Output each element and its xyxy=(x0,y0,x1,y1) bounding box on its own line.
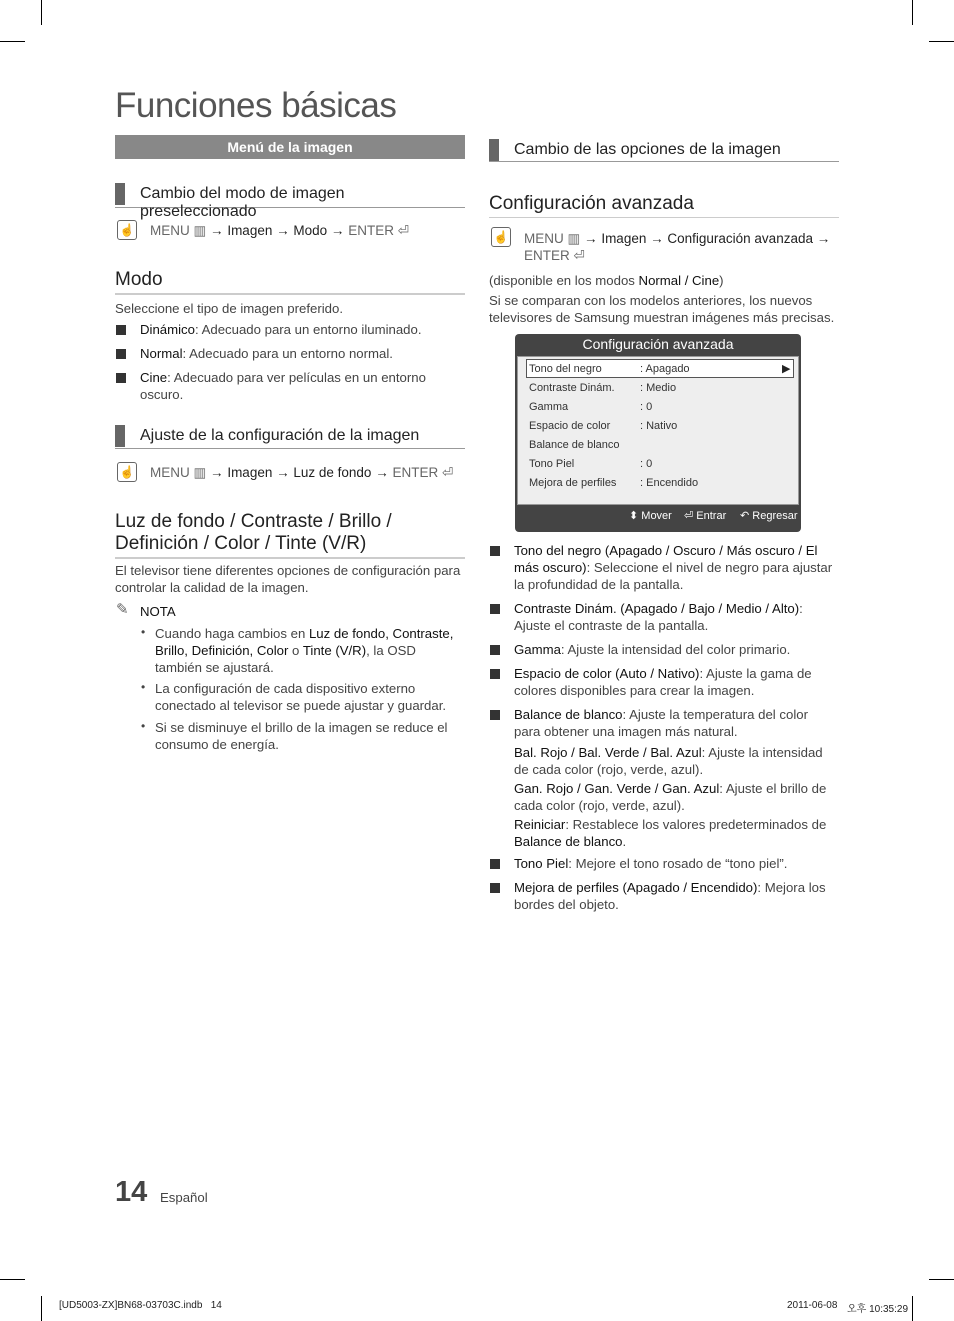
list-item: Balance de blanco: Ajuste la temperatura del color para obtener una imagen más natural. Bal. Rojo / Bal. Verde / Bal. Azul: Ajuste la intensidad de cada color (rojo, verde, azul). Gan. Rojo / Gan. Verde / Gan. Azul: Ajuste el brillo de cada color (rojo, verde, azul). Reiniciar: Restablece los valores predeterminados de Balance de blanco. xyxy=(514,707,827,849)
osd-list xyxy=(517,356,799,505)
list-item: Cine: Adecuado para ver películas en un entorno xyxy=(140,370,426,385)
paragraph: (disponible en los modos Normal / Cine) xyxy=(489,273,724,288)
page-number: 14 xyxy=(115,1176,148,1208)
osd-row-label: Contraste Dinám. xyxy=(529,382,615,394)
osd-row-label: Espacio de color xyxy=(529,420,611,432)
bullet-square xyxy=(490,710,500,720)
section-title: Modo xyxy=(115,269,465,295)
note-item: La configuración de cada dispositivo externo conectado al televisor se puede ajustar y guardar. xyxy=(155,681,447,713)
menu-icon: ▥ xyxy=(193,223,207,238)
hand-icon: ☝ xyxy=(117,220,137,240)
menu-path: MENU ▥ → Imagen → Configuración avanzada → ENTER ⏎ xyxy=(524,231,831,263)
page-language: Español xyxy=(160,1190,208,1205)
osd-row-value: : Medio xyxy=(640,382,677,394)
bullet-square xyxy=(116,373,126,383)
page-title: Funciones básicas xyxy=(115,86,397,125)
subsection-heading xyxy=(489,141,839,162)
list-item: Contraste Dinám. (Apagado / Bajo / Medio / Alto): Ajuste el contraste de la pantalla. xyxy=(514,601,803,633)
menu-icon: ▥ xyxy=(193,465,207,480)
crop-mark xyxy=(912,0,913,25)
osd-row-value: : Nativo xyxy=(640,420,678,432)
section-title: Configuración avanzada xyxy=(489,193,839,218)
bullet-square xyxy=(490,645,500,655)
enter-icon: ⏎ xyxy=(684,510,694,522)
hand-icon: ☝ xyxy=(491,227,511,247)
osd-row-label: Tono del negro xyxy=(529,363,602,375)
osd-row-value: : Encendido xyxy=(640,477,699,489)
bullet-dot: • xyxy=(141,680,146,694)
list-item: Espacio de color (Auto / Nativo): Ajuste la gama de colores disponibles para crear la imagen. xyxy=(514,666,812,698)
crop-mark xyxy=(0,1279,25,1280)
updown-icon: ⬍ xyxy=(629,510,639,522)
osd-row-label: Tono Piel xyxy=(529,458,575,470)
note-label: NOTA xyxy=(140,604,176,619)
list-item: Dinámico: Adecuado para un entorno iluminado. xyxy=(140,322,422,337)
list-item: Gamma: Ajuste la intensidad del color primario. xyxy=(514,642,791,657)
bullet-square xyxy=(116,325,126,335)
osd-move: ⬍ Mover xyxy=(629,510,672,522)
enter-icon: ⏎ xyxy=(397,223,410,238)
subsection-title: Ajuste de la configuración de la imagen xyxy=(140,427,420,444)
pencil-icon: ✎ xyxy=(116,601,129,618)
subsection-title: Cambio del modo de imagen preseleccionado xyxy=(140,185,345,220)
crop-mark xyxy=(929,41,954,42)
list-item: Normal: Adecuado para un entorno normal. xyxy=(140,346,393,361)
osd-row-value: : 0 xyxy=(640,458,653,470)
bullet-square xyxy=(490,883,500,893)
osd-back: ↶ Regresar xyxy=(740,510,798,522)
crop-mark xyxy=(929,1279,954,1280)
bullet-square xyxy=(490,669,500,679)
crop-mark xyxy=(41,1296,42,1321)
print-footer-file: [UD5003-ZX]BN68-03703C.indb 14 xyxy=(59,1300,222,1311)
list-item: Tono del negro (Apagado / Oscuro / Más oscuro / El más oscuro): Seleccione el nivel de negro para ajustar la profundidad de la pantalla. xyxy=(514,543,833,592)
print-footer-date: 2011-06-08 xyxy=(787,1300,838,1311)
osd-enter: ⏎ Entrar xyxy=(684,510,727,522)
osd-menu xyxy=(515,334,801,532)
subsection-heading xyxy=(115,185,465,220)
bullet-square xyxy=(116,349,126,359)
subsection-heading xyxy=(115,427,465,449)
bullet-square xyxy=(490,604,500,614)
bullet-dot: • xyxy=(141,625,146,639)
menu-icon: ▥ xyxy=(567,231,581,246)
bullet-dot: • xyxy=(141,719,146,733)
print-footer-time: 오후 10:35:29 xyxy=(847,1304,909,1315)
hand-icon: ☝ xyxy=(117,462,137,482)
osd-row-value: : 0 xyxy=(640,401,653,413)
osd-row-label: Gamma xyxy=(529,401,569,413)
crop-mark xyxy=(0,41,25,42)
paragraph: Seleccione el tipo de imagen preferido. xyxy=(115,301,343,316)
list-item: Mejora de perfiles (Apagado / Encendido): Mejora los bordes del objeto. xyxy=(514,880,826,912)
osd-row-label: Mejora de perfiles xyxy=(529,477,617,489)
note-item: Si se disminuye el brillo de la imagen se reduce el consumo de energía. xyxy=(155,720,448,752)
bullet-square xyxy=(490,546,500,556)
section-band: Menú de la imagen xyxy=(115,135,465,159)
crop-mark xyxy=(41,0,42,25)
return-icon: ↶ xyxy=(740,510,750,522)
menu-path: MENU ▥ → Imagen → Modo → ENTER ⏎ xyxy=(150,223,410,238)
section-title: Luz de fondo / Contraste / Brillo / Definición / Color / Tinte (V/R) xyxy=(115,511,465,559)
osd-row-label: Balance de blanco xyxy=(529,439,620,451)
enter-icon: ⏎ xyxy=(573,248,585,263)
note-item: Cuando haga cambios en Luz de fondo, Contraste, Brillo, Definición, Color o Tinte (V/R), la OSD también se ajustará. xyxy=(155,626,454,675)
enter-icon: ⏎ xyxy=(442,465,454,480)
crop-mark xyxy=(912,1296,913,1321)
bullet-square xyxy=(490,859,500,869)
paragraph: Si se comparan con los modelos anteriores, los nuevos televisores de Samsung muestran imágenes más precisas. xyxy=(489,293,835,325)
osd-title: Configuración avanzada xyxy=(582,336,734,352)
list-item: Tono Piel: Mejore el tono rosado de “tono piel”. xyxy=(514,856,788,871)
triangle-right-icon: ▶ xyxy=(782,363,791,375)
list-item-continuation: oscuro. xyxy=(140,387,184,402)
subsection-title: Cambio de las opciones de la imagen xyxy=(514,141,781,158)
osd-row-value: : Apagado xyxy=(640,363,690,375)
menu-path: MENU ▥ → Imagen → Luz de fondo → ENTER ⏎ xyxy=(150,465,454,480)
paragraph: El televisor tiene diferentes opciones de configuración para controlar la calidad de la imagen. xyxy=(115,563,461,595)
